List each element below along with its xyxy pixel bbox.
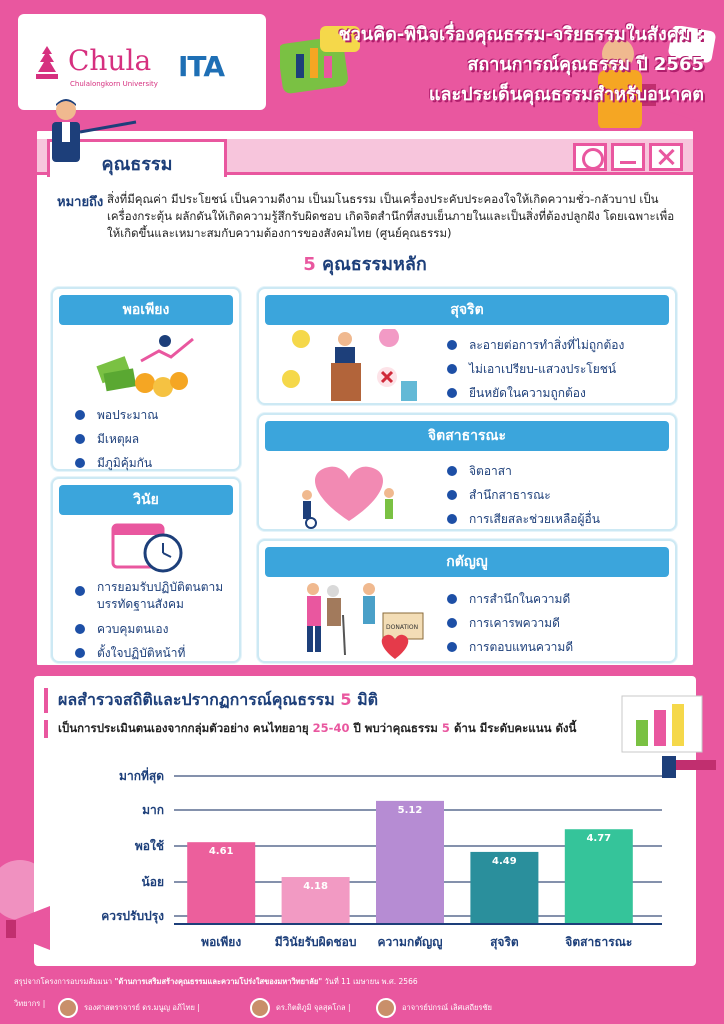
- presenter-illustration: [40, 96, 140, 170]
- money-growth-icon: [93, 331, 203, 403]
- meaning-label: หมายถึง: [57, 195, 104, 210]
- core-virtues-title: [37, 249, 693, 278]
- category-label: ความกตัญญู: [377, 935, 443, 949]
- title-line-1: ชวนคิด-พินิจเรื่องคุณธรรม-จริยธรรมในสังคม :: [338, 24, 704, 45]
- header-title: [264, 20, 704, 110]
- category-label: จิตสาธารณะ: [565, 935, 633, 949]
- y-level-label: มาก: [142, 803, 164, 817]
- virtue-box-discipline: [51, 477, 241, 663]
- y-level-label: น้อย: [141, 875, 164, 889]
- list-item: ไม่เอาเปรียบ-แสวงประโยชน์: [447, 357, 624, 381]
- stats-title-number: 5: [340, 690, 352, 709]
- chart-board-illustration: [612, 686, 716, 782]
- speakers-label-text: วิทยากร |: [14, 999, 46, 1008]
- list-item: ตั้งใจปฏิบัติหน้าที่: [75, 641, 235, 665]
- bar: [376, 801, 444, 924]
- stats-title-suffix: มิติ: [357, 690, 378, 709]
- window-buttons: [573, 143, 683, 171]
- list-item: ละอายต่อการทำสิ่งที่ไม่ถูกต้อง: [447, 333, 624, 357]
- y-level-label: ควรปรับปรุง: [101, 909, 164, 923]
- virtue-box-gratitude: [257, 539, 677, 663]
- core-title-text: คุณธรรมหลัก: [322, 254, 427, 275]
- virtue-box-title: จิตสาธารณะ: [265, 421, 669, 451]
- list-item: พอประมาณ: [75, 403, 158, 427]
- maximize-icon: [573, 143, 607, 171]
- list-item: จิตอาสา: [447, 459, 600, 483]
- virtue-box-public-mind: [257, 413, 677, 531]
- calendar-clock-icon: [109, 519, 189, 577]
- footer-summary: [14, 976, 418, 988]
- virtue-box-title: พอเพียง: [59, 295, 233, 325]
- list-item: ควบคุมตนเอง: [75, 617, 235, 641]
- list-item: การสำนึกในความดี: [447, 587, 573, 611]
- sub-suffix: ด้าน มีระดับคะแนน ดังนี้: [453, 721, 577, 735]
- y-level-label: มากที่สุด: [119, 769, 164, 783]
- sub-number: 5: [441, 721, 450, 735]
- footer-summary-date: วันที่ 11 เมษายน พ.ศ. 2566: [324, 977, 418, 986]
- speaker-item: [376, 998, 492, 1018]
- list-item: การยอมรับปฏิบัติตนตาม บรรทัดฐานสังคม: [75, 579, 235, 613]
- chula-seal-icon: [32, 44, 62, 82]
- title-line-2: สถานการณ์คุณธรรม ปี 2565: [467, 54, 704, 75]
- list-item: การตอบแทนความดี: [447, 635, 573, 659]
- bar-value-label: 4.61: [208, 846, 234, 858]
- donation-sign-text: DONATION: [386, 624, 419, 631]
- virtue-box-sufficiency: [51, 287, 241, 471]
- speaker-podium-icon: [279, 329, 429, 403]
- virtue-item-list: [75, 403, 158, 475]
- virtue-box-title: วินัย: [59, 485, 233, 515]
- virtue-item-list: [75, 579, 235, 665]
- sub-mid: ปี พบว่าคุณธรรม: [353, 721, 438, 735]
- bar-value-label: 4.77: [586, 833, 612, 845]
- list-item: มีเหตุผล: [75, 427, 158, 451]
- virtue-item-list: [447, 333, 624, 405]
- virtue-item-list: [447, 459, 600, 531]
- list-item: ยืนหยัดในความถูกต้อง: [447, 381, 624, 405]
- ita-logo: ITA: [178, 50, 225, 83]
- volunteers-heart-icon: [289, 451, 409, 529]
- avatar: [58, 998, 78, 1018]
- virtue-card: [34, 128, 696, 668]
- y-level-label: พอใช้: [134, 839, 164, 853]
- speaker-name: ดร.กิตติภูมิ จุลสุคโกล |: [276, 1003, 351, 1012]
- stats-card: [34, 676, 696, 966]
- title-line-3: และประเด็นคุณธรรมสำหรับอนาคต: [428, 84, 704, 105]
- close-icon: [649, 143, 683, 171]
- brand-name: Chula: [68, 44, 152, 77]
- meaning-text: สิ่งที่มีคุณค่า มีประโยชน์ เป็นความดีงาม เป็นมโนธรรม เป็นเครื่องประคับประคองใจให้เกิดความชั่ว-กลัวบาป เป็นเครื่องกระตุ้น ผลักดันให้เกิดความรู้สึกรับผิดชอบ เกิดจิตสำนึกที่สงบเย็นภายในและเป็นสิ่งที่ต้องปลูกฝัง โดยเฉพาะเพื่อให้เกิดขึ้นและเหมาะสมกับความต้องการของสังคมไทย (ศูนย์คุณธรรม): [107, 192, 675, 240]
- list-item: มีภูมิคุ้มกัน: [75, 451, 158, 475]
- sub-prefix: เป็นการประเมินตนเองจากกลุ่มตัวอย่าง คนไทยอายุ: [58, 721, 309, 735]
- footer-summary-title: "ด้านการเสริมสร้างคุณธรรมและความโปร่งใสของมหาวิทยาลัย": [114, 977, 323, 986]
- avatar: [376, 998, 396, 1018]
- list-item: การเสียสละช่วยเหลือผู้อื่น: [447, 507, 600, 531]
- avatar: [250, 998, 270, 1018]
- virtue-box-honesty: [257, 287, 677, 405]
- sub-age: 25-40: [312, 721, 350, 735]
- list-item: สำนึกสาธารณะ: [447, 483, 600, 507]
- megaphone-illustration: [0, 860, 70, 970]
- speaker-item: [58, 998, 200, 1018]
- virtue-box-title: กตัญญู: [265, 547, 669, 577]
- stats-title-text: ผลสำรวจสถิติและปรากฏการณ์คุณธรรม: [58, 690, 335, 709]
- speaker-item: [250, 998, 351, 1018]
- elderly-donation-icon: [283, 579, 433, 661]
- category-label: พอเพียง: [201, 935, 242, 949]
- minimize-icon: [611, 143, 645, 171]
- speakers-label: [14, 998, 45, 1010]
- speaker-name: รองศาสตราจารย์ ดร.มนูญ อภิไทย |: [84, 1003, 200, 1012]
- virtue-item-list: [447, 587, 573, 659]
- bar-value-label: 4.49: [492, 855, 517, 867]
- footer-summary-prefix: สรุปจากโครงการอบรมสัมมนา: [14, 977, 113, 986]
- bar-value-label: 5.12: [397, 804, 423, 816]
- list-item: การเคารพความดี: [447, 611, 573, 635]
- category-label: สุจริต: [490, 935, 519, 949]
- category-label: มีวินัยรับผิดชอบ: [274, 935, 357, 949]
- bar-value-label: 4.18: [303, 881, 328, 893]
- footer-speakers: [14, 996, 714, 1018]
- score-bar-chart: [34, 676, 696, 966]
- brand-sub: Chulalongkorn University: [70, 80, 158, 88]
- tab-virtue-label: คุณธรรม: [101, 154, 173, 175]
- speaker-name: อาจารย์ปกรณ์ เลิศเสถียรชัย: [402, 1003, 492, 1012]
- core-title-number: 5: [303, 254, 316, 275]
- virtue-box-title: สุจริต: [265, 295, 669, 325]
